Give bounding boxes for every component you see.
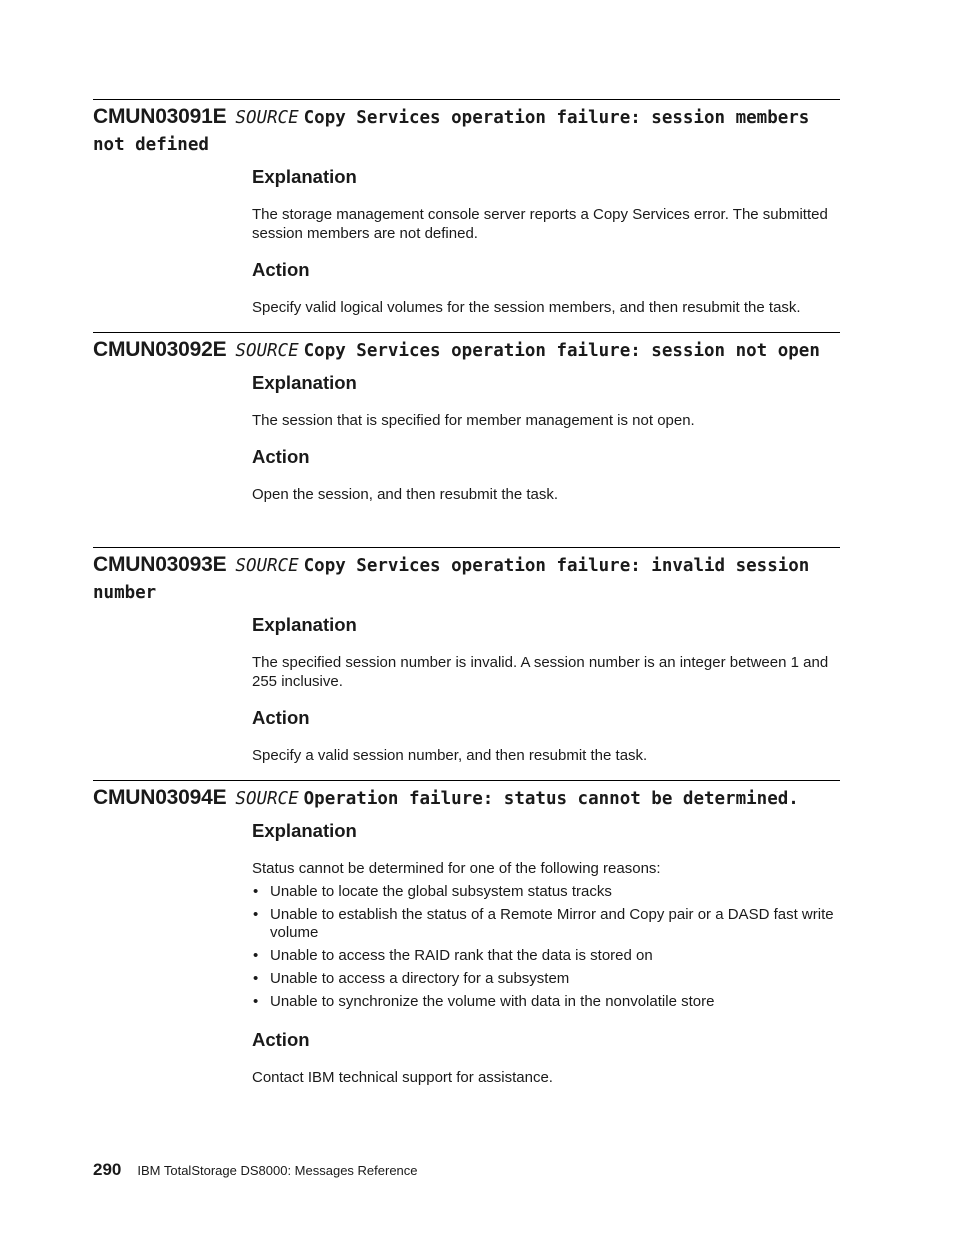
action-text: Open the session, and then resubmit the task. [252,486,559,503]
message-id: CMUN03093E [93,553,227,576]
explanation-heading: Explanation [252,820,357,841]
action-heading: Action [252,707,310,728]
explanation-text: The specified session number is invalid. A session number is an integer between 1 and 255 inclusive. [252,654,829,690]
message-body [252,166,840,317]
reason-list [252,883,840,1011]
action-text: Specify a valid session number, and then resubmit the task. [252,747,648,764]
list-item: • Unable to synchronize the volume with data in the nonvolatile store [252,993,840,1011]
message-heading [93,100,840,158]
explanation-heading: Explanation [252,166,357,187]
message-entry-cmun03093e [93,547,840,765]
message-body [252,614,840,765]
explanation-heading: Explanation [252,372,357,393]
explanation-text: The storage management console server reports a Copy Services error. The submitted session members are not defined. [252,206,828,242]
explanation-heading: Explanation [252,614,357,635]
message-heading [93,548,840,606]
message-text: Copy Services operation failure: invalid session number [93,556,810,603]
message-heading [93,333,840,364]
book-title: IBM TotalStorage DS8000: Messages Reference [137,1163,418,1178]
list-item: • Unable to access a directory for a subsystem [252,970,840,988]
message-source: SOURCE [235,789,299,809]
message-source: SOURCE [235,556,299,576]
explanation-text: Status cannot be determined for one of the following reasons: [252,860,661,877]
message-source: SOURCE [235,341,299,361]
action-text: Specify valid logical volumes for the session members, and then resubmit the task. [252,299,801,316]
message-entry-cmun03091e [93,99,840,317]
action-heading: Action [252,259,310,280]
list-item: • Unable to locate the global subsystem status tracks [252,883,840,901]
action-heading: Action [252,1029,310,1050]
message-text: Copy Services operation failure: session members not defined [93,108,810,155]
message-entry-cmun03094e [93,780,840,1087]
list-item: • Unable to access the RAID rank that the data is stored on [252,947,840,965]
message-heading [93,781,840,812]
message-id: CMUN03094E [93,786,227,809]
message-body [252,820,840,1087]
message-id: CMUN03091E [93,105,227,128]
message-text: Operation failure: status cannot be determined. [303,789,799,809]
message-body [252,372,840,504]
message-entry-cmun03092e [93,332,840,504]
message-id: CMUN03092E [93,338,227,361]
page-number: 290 [93,1160,122,1179]
action-heading: Action [252,446,310,467]
message-source: SOURCE [235,108,299,128]
action-text: Contact IBM technical support for assistance. [252,1069,553,1086]
explanation-text: The session that is specified for member management is not open. [252,412,695,429]
page-footer [93,1160,418,1180]
list-item: • Unable to establish the status of a Remote Mirror and Copy pair or a DASD fast write volume [252,906,840,942]
message-text: Copy Services operation failure: session not open [303,341,820,361]
